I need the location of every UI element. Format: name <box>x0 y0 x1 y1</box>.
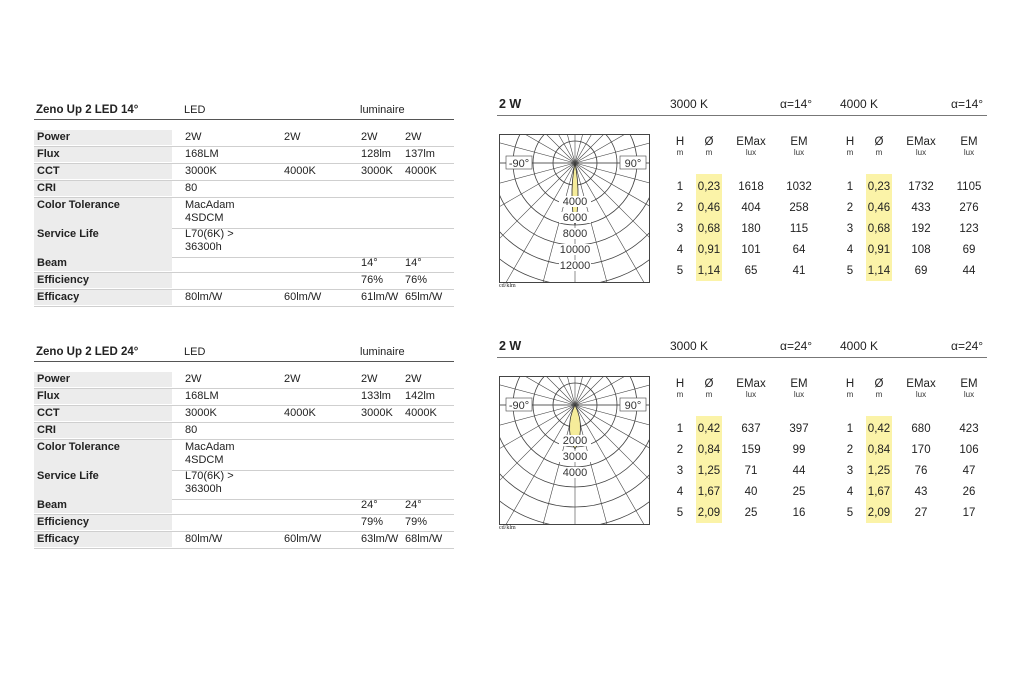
table-cell-d: 0,23 <box>697 181 721 193</box>
table-cell-d: 2,09 <box>867 507 891 519</box>
spec-led-value: 2W <box>185 131 202 143</box>
column-header: Ø <box>704 378 714 390</box>
table-cell-em: 115 <box>789 223 809 235</box>
spec-led-value-alt: 4000K <box>284 165 316 177</box>
table-cell-em: 16 <box>792 507 806 519</box>
table-cell-h: 4 <box>676 244 684 256</box>
table-cell-em: 106 <box>959 444 979 456</box>
spec-luminaire-value-alt: 2W <box>405 373 422 385</box>
table-cell-emax: 25 <box>744 507 758 519</box>
spec-label: CCT <box>37 407 60 419</box>
ring-value-label: 10000 <box>559 244 591 256</box>
table-cell-em: 17 <box>962 507 976 519</box>
spec-led-value: 2W <box>185 373 202 385</box>
polar-unit: cd/klm <box>499 283 516 289</box>
table-cell-h: 4 <box>846 486 854 498</box>
table-cell-h: 5 <box>846 265 854 277</box>
spec-led-value: 168LM <box>185 390 219 402</box>
table-cell-em: 276 <box>959 202 979 214</box>
table-cell-d: 0,23 <box>867 181 891 193</box>
product-title: Zeno Up 2 LED 14° <box>36 104 139 116</box>
ring-value-label: 6000 <box>562 212 588 224</box>
polar-spoke <box>500 405 575 457</box>
column-unit: m <box>676 148 684 157</box>
table-cell-emax: 27 <box>914 507 928 519</box>
table-cell-h: 3 <box>676 223 684 235</box>
table-cell-em: 258 <box>789 202 809 214</box>
column-unit: m <box>705 390 713 399</box>
alpha-b-label: α=14° <box>951 97 984 111</box>
alpha-b-label: α=24° <box>951 339 984 353</box>
spec-led-value: 3000K <box>185 165 217 177</box>
table-cell-d: 1,14 <box>697 265 721 277</box>
polar-right-label: 90° <box>624 158 642 170</box>
spec-led-value: 80 <box>185 424 198 436</box>
table-cell-emax: 43 <box>914 486 928 498</box>
column-unit: lux <box>793 148 805 157</box>
ring-value-label: 12000 <box>559 260 591 272</box>
polar-svg <box>500 377 649 524</box>
cct-b-label: 4000 K <box>840 97 879 111</box>
table-cell-h: 2 <box>676 202 684 214</box>
header-rule <box>34 119 454 120</box>
column-unit: lux <box>745 148 757 157</box>
table-cell-emax: 159 <box>741 444 761 456</box>
spec-label: Beam <box>37 499 67 511</box>
spec-label: Color Tolerance <box>37 441 120 453</box>
table-cell-emax: 433 <box>911 202 931 214</box>
spec-led-value: 3000K <box>185 407 217 419</box>
table-cell-d: 0,46 <box>867 202 891 214</box>
column-unit: lux <box>793 390 805 399</box>
spec-label: CCT <box>37 165 60 177</box>
spec-luminaire-value-alt: 2W <box>405 131 422 143</box>
spec-led-value: L70(6K) > <box>185 228 234 240</box>
table-cell-em: 1105 <box>956 181 982 193</box>
table-cell-d: 1,25 <box>697 465 721 477</box>
table-cell-h: 4 <box>846 244 854 256</box>
spec-led-value-alt: 2W <box>284 131 301 143</box>
table-cell-d: 0,42 <box>867 423 891 435</box>
header-rule <box>34 361 454 362</box>
spec-label: Service Life <box>37 228 99 240</box>
power-label: 2 W <box>499 339 522 353</box>
table-cell-em: 44 <box>962 265 976 277</box>
table-cell-emax: 1618 <box>738 181 764 193</box>
spec-luminaire-value-alt: 24° <box>405 499 422 511</box>
table-cell-h: 1 <box>846 181 854 193</box>
table-cell-em: 123 <box>959 223 979 235</box>
spec-led-value-alt: 4000K <box>284 407 316 419</box>
spec-luminaire-value-alt: 65lm/W <box>405 291 443 303</box>
table-cell-em: 423 <box>959 423 979 435</box>
spec-luminaire-value: 2W <box>361 131 378 143</box>
table-cell-em: 26 <box>962 486 976 498</box>
luminaire-column-header: luminaire <box>360 346 405 358</box>
table-cell-d: 1,67 <box>867 486 891 498</box>
table-cell-em: 64 <box>792 244 806 256</box>
column-header: EMax <box>736 378 766 390</box>
spec-label: Efficiency <box>37 274 89 286</box>
ring-value-label: 4000 <box>562 196 588 208</box>
column-header: EM <box>960 378 978 390</box>
spec-label: Color Tolerance <box>37 199 120 211</box>
table-cell-emax: 180 <box>741 223 761 235</box>
table-cell-emax: 40 <box>744 486 758 498</box>
spec-led-value: MacAdam <box>185 441 235 453</box>
column-header: EM <box>790 136 808 148</box>
ring-value-label: 4000 <box>562 467 588 479</box>
spec-led-value-line2: 36300h <box>185 483 222 495</box>
spec-label: Efficiency <box>37 516 89 528</box>
led-column-header: LED <box>184 104 206 116</box>
table-cell-em: 41 <box>792 265 806 277</box>
polar-right-label: 90° <box>624 400 642 412</box>
column-header: EMax <box>736 136 766 148</box>
table-cell-emax: 637 <box>741 423 761 435</box>
spec-luminaire-value: 133lm <box>361 390 391 402</box>
spec-label: Power <box>37 373 71 385</box>
table-cell-emax: 76 <box>914 465 928 477</box>
spec-led-value-line2: 4SDCM <box>185 212 224 224</box>
spec-led-value: 80lm/W <box>185 533 223 545</box>
column-header: H <box>675 378 685 390</box>
spec-luminaire-value-alt: 4000K <box>405 407 437 419</box>
polar-spoke <box>523 405 575 524</box>
spec-label: Flux <box>37 390 60 402</box>
table-cell-em: 25 <box>792 486 806 498</box>
column-unit: m <box>846 390 854 399</box>
column-header: EM <box>960 136 978 148</box>
spec-luminaire-value: 128lm <box>361 148 391 160</box>
table-cell-emax: 192 <box>911 223 931 235</box>
spec-luminaire-value: 3000K <box>361 165 393 177</box>
table-cell-em: 1032 <box>786 181 812 193</box>
table-cell-h: 5 <box>676 265 684 277</box>
spec-luminaire-value: 3000K <box>361 407 393 419</box>
table-cell-emax: 101 <box>741 244 761 256</box>
column-header: H <box>675 136 685 148</box>
spec-label: Efficacy <box>37 291 80 303</box>
table-cell-d: 0,46 <box>697 202 721 214</box>
column-unit: lux <box>915 148 927 157</box>
column-header: H <box>845 136 855 148</box>
spec-led-value-line2: 36300h <box>185 241 222 253</box>
alpha-a-label: α=24° <box>780 339 813 353</box>
table-cell-emax: 170 <box>911 444 931 456</box>
column-unit: lux <box>963 148 975 157</box>
alpha-a-label: α=14° <box>780 97 813 111</box>
spec-led-value-line2: 4SDCM <box>185 454 224 466</box>
table-cell-d: 0,84 <box>697 444 721 456</box>
product-title: Zeno Up 2 LED 24° <box>36 346 139 358</box>
table-cell-d: 0,68 <box>697 223 721 235</box>
polar-svg <box>500 135 649 282</box>
table-cell-emax: 680 <box>911 423 931 435</box>
table-cell-emax: 71 <box>744 465 758 477</box>
table-cell-h: 3 <box>676 465 684 477</box>
table-cell-emax: 404 <box>741 202 761 214</box>
row-divider <box>34 306 454 307</box>
table-cell-h: 2 <box>846 444 854 456</box>
spec-label: Efficacy <box>37 533 80 545</box>
spec-luminaire-value-alt: 137lm <box>405 148 435 160</box>
column-unit: m <box>705 148 713 157</box>
spec-label: Beam <box>37 257 67 269</box>
table-cell-emax: 69 <box>914 265 928 277</box>
table-cell-d: 0,42 <box>697 423 721 435</box>
spec-luminaire-value: 14° <box>361 257 378 269</box>
table-cell-d: 0,84 <box>867 444 891 456</box>
table-cell-h: 1 <box>676 423 684 435</box>
spec-led-value: MacAdam <box>185 199 235 211</box>
spec-label: Power <box>37 131 71 143</box>
spec-led-value: 80lm/W <box>185 291 223 303</box>
power-label: 2 W <box>499 97 522 111</box>
spec-label: Service Life <box>37 470 99 482</box>
column-unit: lux <box>915 390 927 399</box>
table-cell-d: 1,67 <box>697 486 721 498</box>
spec-label: Flux <box>37 148 60 160</box>
column-header: Ø <box>874 378 884 390</box>
polar-left-label: -90° <box>508 400 530 412</box>
table-cell-emax: 1732 <box>908 181 934 193</box>
table-cell-h: 2 <box>676 444 684 456</box>
spec-luminaire-value-alt: 68lm/W <box>405 533 443 545</box>
table-cell-h: 4 <box>676 486 684 498</box>
ring-value-label: 8000 <box>562 228 588 240</box>
column-header: Ø <box>874 136 884 148</box>
table-cell-h: 1 <box>846 423 854 435</box>
column-header: EMax <box>906 378 936 390</box>
table-cell-d: 1,14 <box>867 265 891 277</box>
column-unit: m <box>875 148 883 157</box>
table-cell-h: 5 <box>846 507 854 519</box>
spec-led-value-alt: 60lm/W <box>284 533 322 545</box>
table-cell-h: 5 <box>676 507 684 519</box>
table-cell-d: 1,25 <box>867 465 891 477</box>
column-header: EMax <box>906 136 936 148</box>
spec-luminaire-value-alt: 14° <box>405 257 422 269</box>
table-cell-h: 2 <box>846 202 854 214</box>
table-cell-d: 2,09 <box>697 507 721 519</box>
spec-luminaire-value: 61lm/W <box>361 291 399 303</box>
column-header: H <box>845 378 855 390</box>
photometry-rule <box>497 115 987 116</box>
luminaire-column-header: luminaire <box>360 104 405 116</box>
row-divider <box>34 548 454 549</box>
column-header: Ø <box>704 136 714 148</box>
table-cell-em: 99 <box>792 444 806 456</box>
column-header: EM <box>790 378 808 390</box>
table-cell-em: 397 <box>789 423 809 435</box>
spec-luminaire-value: 79% <box>361 516 384 528</box>
polar-spoke <box>575 405 649 457</box>
spec-luminaire-value-alt: 4000K <box>405 165 437 177</box>
table-cell-em: 47 <box>962 465 976 477</box>
ring-value-label: 3000 <box>562 451 588 463</box>
spec-led-value-alt: 2W <box>284 373 301 385</box>
table-cell-em: 44 <box>792 465 806 477</box>
spec-luminaire-value: 63lm/W <box>361 533 399 545</box>
spec-led-value: L70(6K) > <box>185 470 234 482</box>
table-cell-emax: 65 <box>744 265 758 277</box>
cct-b-label: 4000 K <box>840 339 879 353</box>
table-cell-h: 3 <box>846 223 854 235</box>
spec-label: CRI <box>37 182 56 194</box>
polar-unit: cd/klm <box>499 525 516 531</box>
column-unit: m <box>846 148 854 157</box>
table-cell-d: 0,91 <box>697 244 721 256</box>
column-unit: m <box>875 390 883 399</box>
polar-left-label: -90° <box>508 158 530 170</box>
cct-a-label: 3000 K <box>670 339 709 353</box>
spec-led-value-alt: 60lm/W <box>284 291 322 303</box>
table-cell-h: 3 <box>846 465 854 477</box>
table-cell-emax: 108 <box>911 244 931 256</box>
photometry-rule <box>497 357 987 358</box>
table-cell-d: 0,68 <box>867 223 891 235</box>
cct-a-label: 3000 K <box>670 97 709 111</box>
polar-spoke <box>575 405 627 524</box>
column-unit: lux <box>963 390 975 399</box>
spec-led-value: 168LM <box>185 148 219 160</box>
ring-value-label: 2000 <box>562 435 588 447</box>
spec-label: CRI <box>37 424 56 436</box>
spec-luminaire-value: 76% <box>361 274 384 286</box>
spec-led-value: 80 <box>185 182 198 194</box>
polar-diagram <box>499 134 650 283</box>
spec-luminaire-value-alt: 79% <box>405 516 428 528</box>
column-unit: m <box>676 390 684 399</box>
table-cell-d: 0,91 <box>867 244 891 256</box>
spec-luminaire-value-alt: 142lm <box>405 390 435 402</box>
spec-luminaire-value: 24° <box>361 499 378 511</box>
spec-luminaire-value: 2W <box>361 373 378 385</box>
table-cell-h: 1 <box>676 181 684 193</box>
column-unit: lux <box>745 390 757 399</box>
led-column-header: LED <box>184 346 206 358</box>
table-cell-em: 69 <box>962 244 976 256</box>
spec-luminaire-value-alt: 76% <box>405 274 428 286</box>
polar-diagram <box>499 376 650 525</box>
